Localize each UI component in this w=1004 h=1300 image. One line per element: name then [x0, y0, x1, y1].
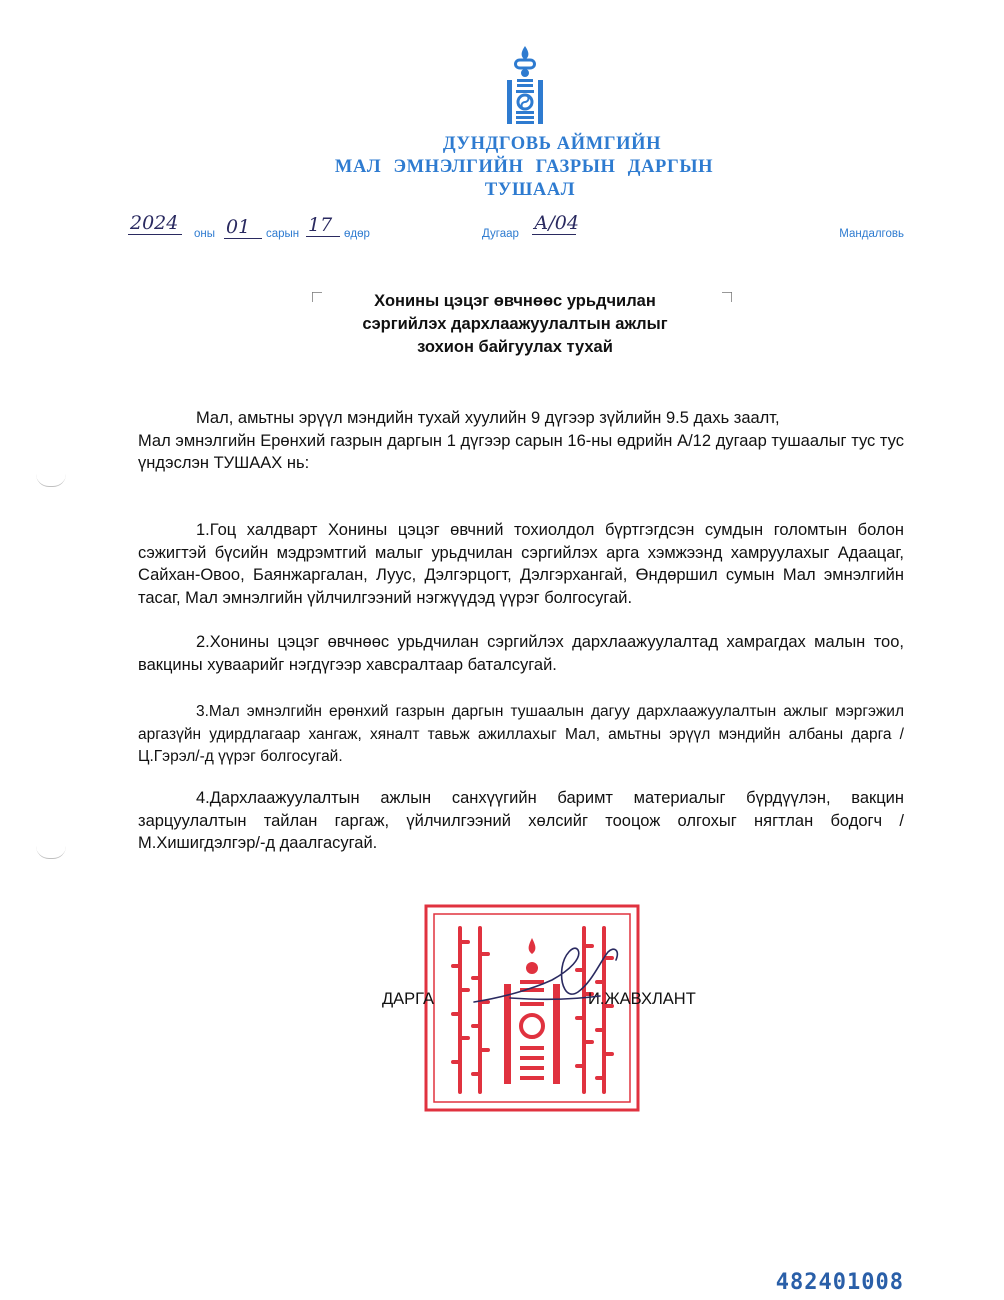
title-line2: сэргийлэх дархлаажуулалтын ажлыг: [362, 315, 668, 333]
year-label: оны: [194, 228, 216, 240]
month-label: сарын: [266, 228, 300, 240]
day-handwritten: 17: [306, 214, 340, 237]
intro-paragraph: [138, 407, 904, 475]
intro-line1: Мал, амьтны эрүүл мэндийн тухай хуулийн 9 дүгээр зүйлийн 9.5 дахь заалт,: [196, 409, 780, 427]
signatory-name: И.ЖАВХЛАНТ: [588, 990, 696, 1008]
order-item: [138, 787, 904, 855]
punch-hole-mark: [36, 846, 66, 859]
month-handwritten: 01: [224, 216, 262, 239]
order-item: [138, 519, 904, 609]
number-handwritten: А/04: [534, 212, 579, 234]
signatory-title: ДАРГА: [382, 990, 435, 1008]
serial-number: 482401008: [775, 1270, 904, 1295]
handwritten-signature: [470, 940, 630, 1020]
day-label: өдөр: [344, 228, 370, 240]
year-handwritten: 2024: [128, 212, 182, 235]
org-name-line1: ДУНДГОВЬ АЙМГИЙН: [442, 134, 662, 154]
intro-rest: Мал эмнэлгийн Ерөнхий газрын даргын 1 дүгээр сарын 16-ны өдрийн А/12 дугаар тушаалыг тус тус үндэслэн ТУШААХ нь:: [138, 431, 904, 472]
order-item: [138, 701, 904, 769]
order-item-text: 2.Хонины цэцэг өвчнөөс урьдчилан сэргийлэх дархлаажуулалтад хамрагдах малын тоо, вакцины хуваарийг нэгдүгээр хавсралтаар баталсугай.: [138, 633, 904, 674]
title-line1: Хонины цэцэг өвчнөөс урьдчилан: [374, 292, 656, 310]
order-item-text: 3.Мал эмнэлгийн ерөнхий газрын даргын тушаалын дагуу дархлаажуулалтын ажлыг мэргэжил аргазүйн удирдлагаар хангаж, хяналт тавьж ажиллахыг Мал, амьтны эрүүл мэндийн албаны дарга /Ц.Гэрэл/-д үүрэг болгосугай.: [138, 703, 904, 765]
punch-hole-mark: [36, 474, 66, 487]
date-row: [128, 210, 908, 250]
document-type: ТУШААЛ: [484, 180, 576, 200]
order-item: [138, 631, 904, 676]
state-emblem-icon: [499, 44, 551, 130]
number-label: Дугаар: [482, 228, 519, 240]
org-name-line2: МАЛ ЭМНЭЛГИЙН ГАЗРЫН ДАРГЫН: [334, 157, 714, 177]
order-item-text: 1.Гоц халдварт Хонины цэцэг өвчний тохиолдол бүртгэгдсэн сумдын голомтын болон сэжигтэй бүсийн мэдрэмтгий малыг урьдчилан сэргийлэх арга хэмжээнд хамруулахыг Адаацаг, Сайхан-Овоо, Баянжаргалан, Луус, Дэлгэрцогт, Дэлгэрхангай, Өндөршил сумын Мал эмнэлгийн тасаг, Мал эмнэлгийн үйлчилгээний нэгжүүдэд үүрэг болгосугай.: [138, 521, 904, 607]
title-line3: зохион байгуулах тухай: [417, 338, 613, 356]
order-item-text: 4.Дархлаажуулалтын ажлын санхүүгийн баримт материалыг бүрдүүлэн, вакцин зарцуулалтын тайлан гаргаж, үйлчилгээний хөлсийг тооцож олгохыг нягтлан бодогч /М.Хишигдэлгэр/-д даалгасугай.: [138, 789, 904, 852]
document-title: [280, 290, 750, 359]
place-label: Мандалговь: [839, 228, 904, 240]
